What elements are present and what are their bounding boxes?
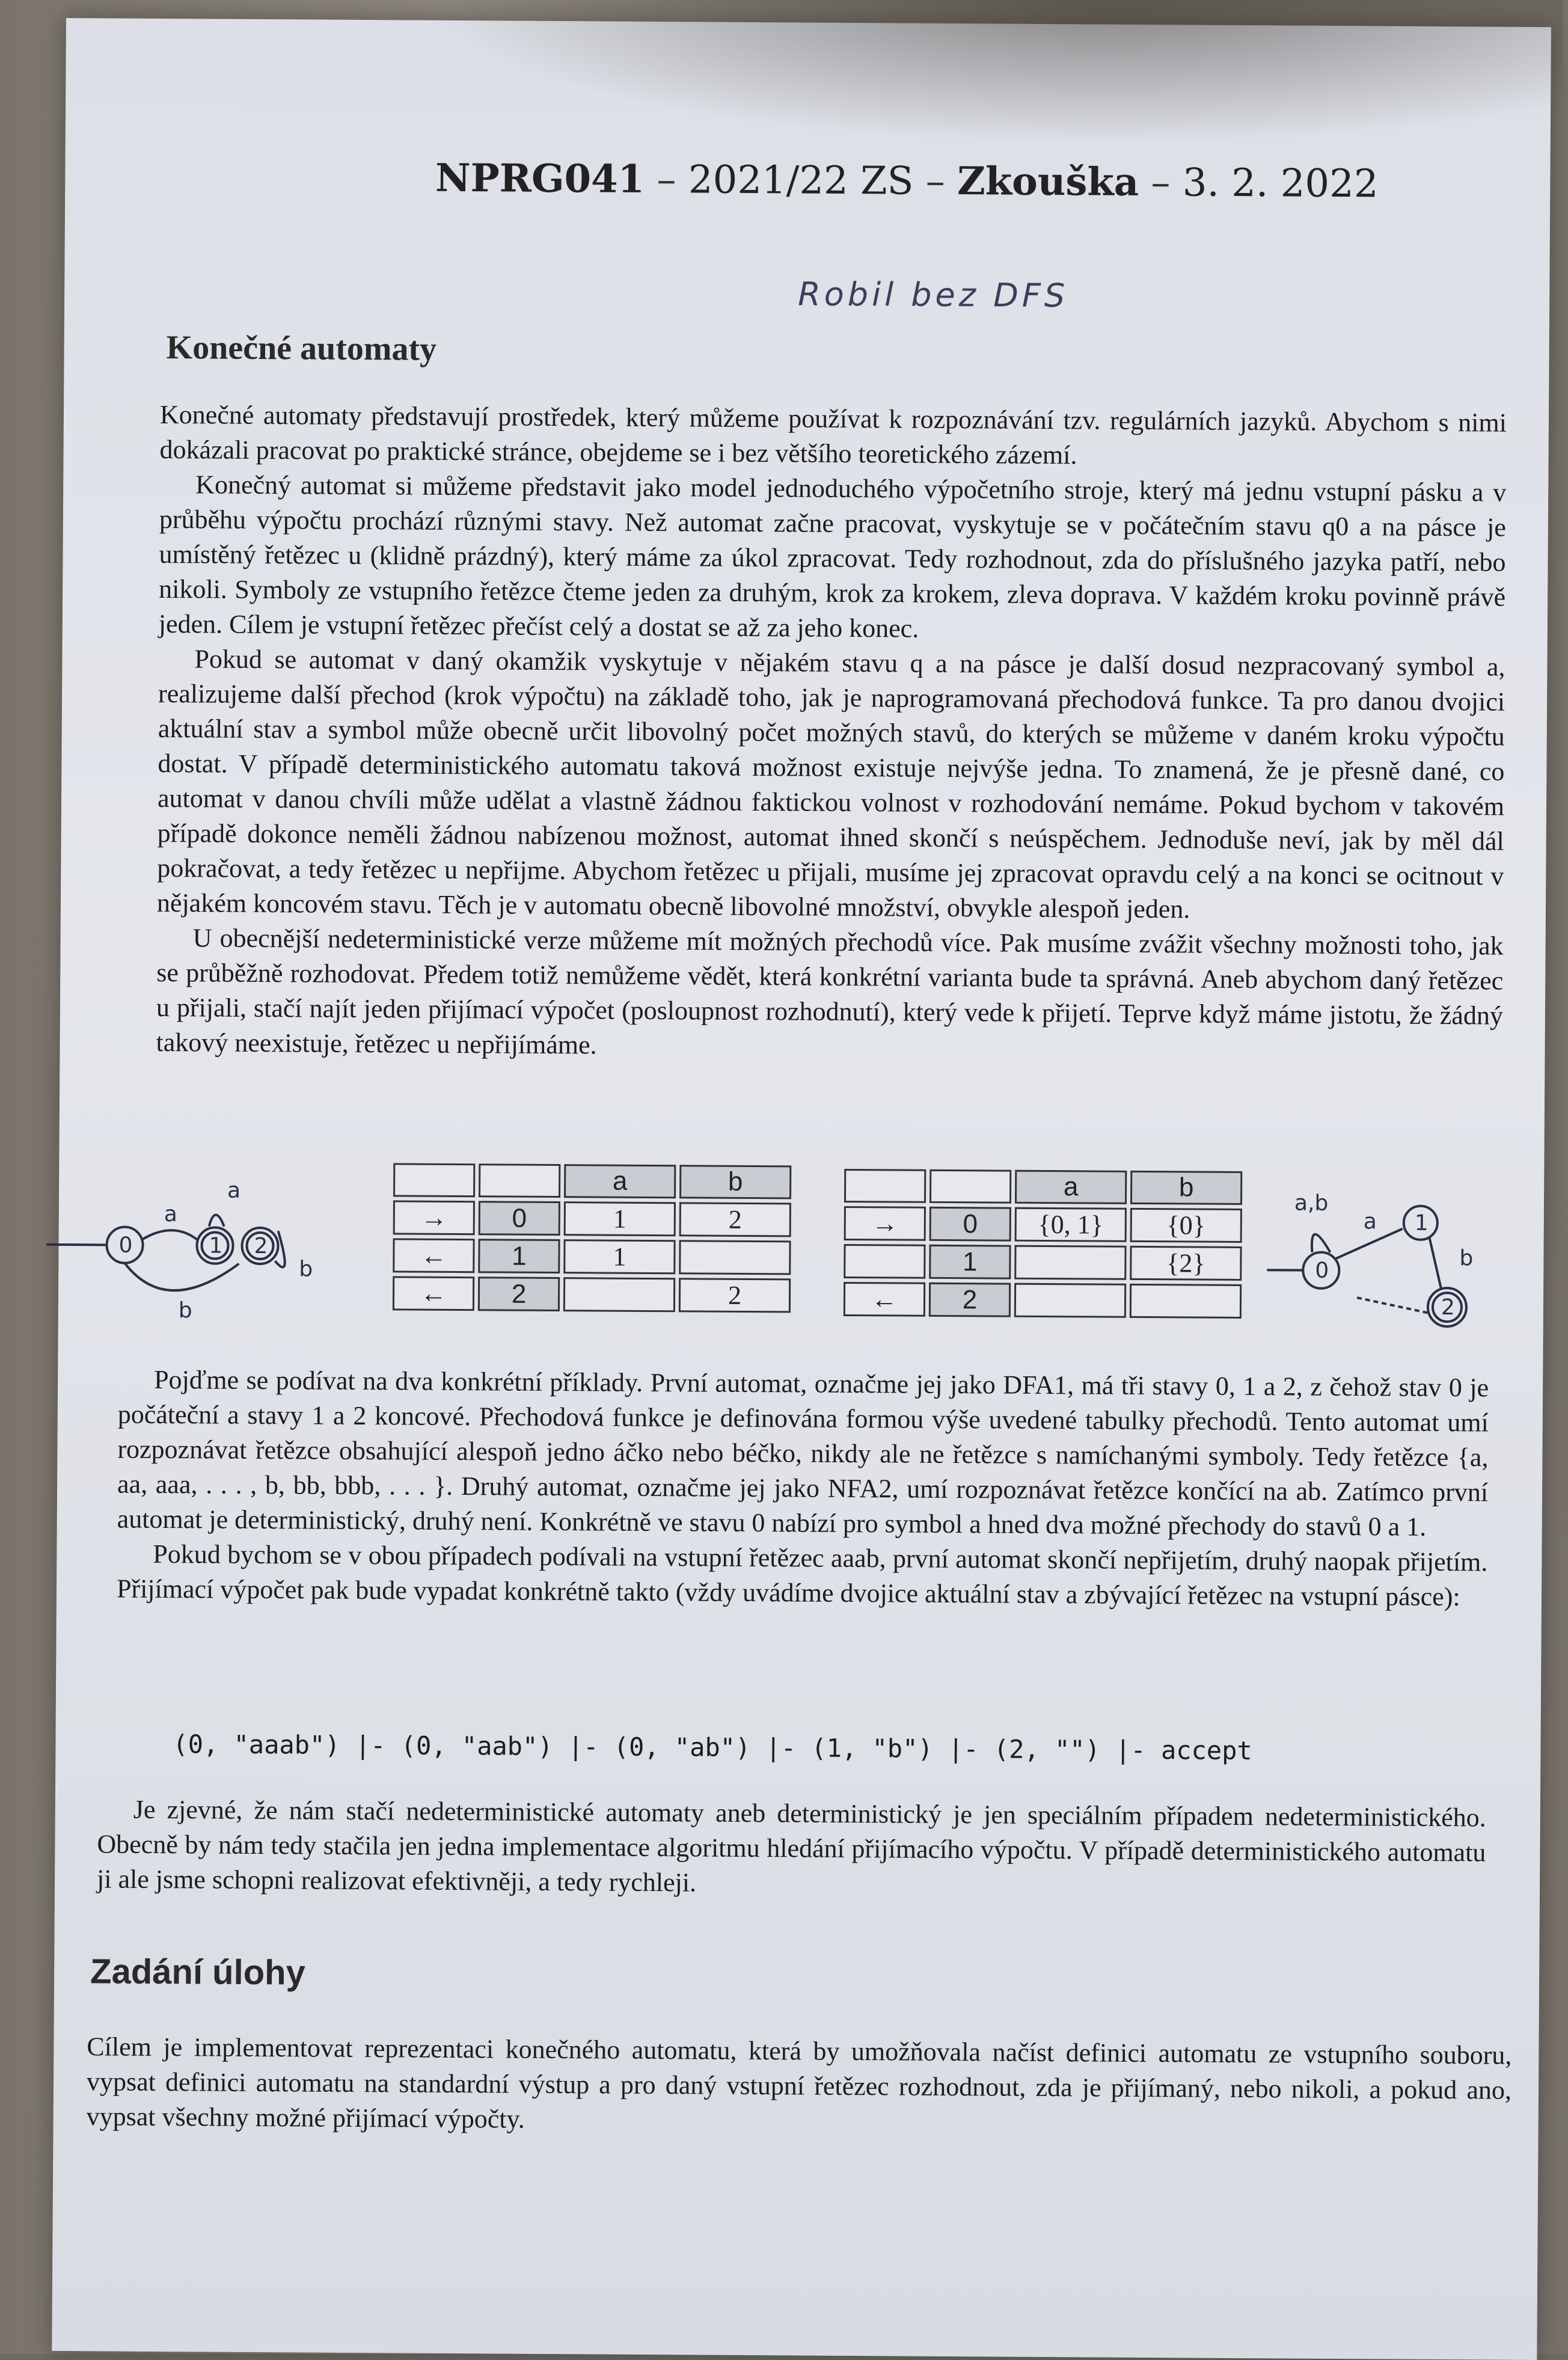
paragraph: Pokud bychom se v obou případech podívali na vstupní řetězec aaab, první automat skončí nepřijetím, druhý naopak přijetím. Přijímací výpočet pak bude vypadat konkrétně takto (vždy uvádíme dvojice aktuální stav a zbývající řetězec na vstupní pásce): [117, 1537, 1488, 1615]
table-cell [1014, 1245, 1126, 1280]
edge-label: a,b [1294, 1191, 1329, 1216]
loop-1-a [209, 1215, 224, 1226]
table-cell: 1 [478, 1239, 560, 1273]
table-header-row [393, 1163, 791, 1199]
paragraph: Cílem je implementovat reprezentaci konečného automatu, která by umožňovala načíst definici automatu ze vstupního souboru, vypsat definici automatu na standardní výstup a pro daný vstupní řetězec rozhodnout, zda je přijímaný, nebo nikoli, a pokud ano, vypsat všechny možné přijímací výpočty. [87, 2029, 1512, 2142]
table-cell: 0 [929, 1207, 1011, 1242]
title-term: 2021/22 ZS [688, 158, 914, 203]
table-cell: ← [844, 1282, 925, 1317]
table-cell: b [1130, 1171, 1242, 1205]
table-row [844, 1282, 1242, 1319]
table-header-row [844, 1169, 1242, 1205]
edge-label: b [299, 1257, 313, 1281]
page-title: NPRG041 – 2021/22 ZS – Zkouška – 3. 2. 2022 [366, 155, 1448, 207]
table-cell: {2} [1130, 1246, 1242, 1281]
table-cell: 2 [478, 1277, 560, 1311]
table-cell: ← [393, 1276, 474, 1311]
paragraph: Je zjevné, že nám stačí nedeterministické automaty aneb deterministický je jen speciálním případem nedeterministického. Obecně by nám tedy stačila jen jedna implementace algoritmu hledání přijímacího výpočtu. V případě deterministického automatu ji ale jsme schopni realizovat efektivněji, a tedy rychleji. [97, 1792, 1486, 1905]
table-cell [563, 1277, 675, 1312]
table-cell: a [564, 1164, 676, 1198]
table-row [844, 1206, 1242, 1243]
title-date: 3. 2. 2022 [1183, 161, 1379, 206]
paragraph: Konečný automat si můžeme představit jako model jednoduchého výpočetního stroje, který má jednu vstupní pásku a v průběhu výpočtu prochází různými stavy. Než automat začne pracovat, vyskytuje se v počátečním stavu q0 a na pásce je umístěný řetězec u (klidně prázdný), který máme za úkol zpracovat. Tedy rozhodnout, zda do příslušného jazyka patří, nebo nikoli. Symboly ze vstupního řetězce čteme jeden za druhým, krok za krokem, zleva doprava. V každém kroku povinně právě jeden. Cílem je vstupní řetězec přečíst celý a dostat se až za jeho konec. [159, 467, 1507, 650]
edge-label: a [164, 1202, 177, 1227]
closing-text [97, 1792, 1486, 1905]
table-cell: 1 [564, 1201, 676, 1236]
table-cell [479, 1163, 560, 1198]
table-cell: 2 [929, 1283, 1011, 1317]
table-cell: → [844, 1206, 926, 1241]
edge-label: b [179, 1298, 192, 1323]
examples-text [117, 1362, 1489, 1615]
table-cell: 2 [679, 1278, 791, 1313]
table-cell: 0 [479, 1201, 560, 1236]
table-cell: ← [393, 1238, 474, 1273]
photo-shadow [421, 0, 1563, 144]
assignment-text [87, 2029, 1512, 2142]
table-cell: → [393, 1200, 475, 1235]
table-cell: {0} [1130, 1208, 1242, 1243]
accepting-computation-code: (0, "aaab") |- (0, "aab") |- (0, "ab") |- (1, "b") |- (2, "") |- accept [173, 1729, 1252, 1765]
handwritten-note: Robil bez DFS [798, 275, 1068, 314]
section-heading-assignment: Zadání úlohy [90, 1951, 305, 1993]
edge-label: a [227, 1178, 240, 1203]
state-0-label: 0 [1315, 1258, 1329, 1283]
state-2-label: 2 [254, 1234, 268, 1258]
edge-1-2-b [1429, 1238, 1442, 1289]
table-cell [679, 1240, 791, 1275]
state-2-label: 2 [1441, 1295, 1455, 1320]
nfa-sketch [1266, 1174, 1520, 1356]
table-row [393, 1276, 791, 1313]
table-cell [393, 1163, 475, 1197]
paragraph: Pokud se automat v daný okamžik vyskytuje v nějakém stavu q a na pásce je další dosud nezpracovaný symbol a, realizujeme další přechod (krok výpočtu) na základě toho, jak je naprogramovaná přechodová funkce. Ta pro danou dvojici aktuální stav a symbol může obecně určit libovolný počet možných stavů, do kterých se můžeme v daném kroku výpočtu dostat. V případě deterministického automatu taková možnost existuje nejvýše jedna. To znamená, že je přesně dané, co automat v danou chvíli může udělat a vlastně žádnou faktickou volnost v rozhodování nemáme. Pokud bychom v takovém případě dokonce neměli žádnou nabízenou možnost, automat ihned skončí s neúspěchem. Jednoduše neví, jak by měl dál pokračovat, a tedy řetězec u nepřijme. Abychom řetězec u přijali, musíme jej zpracovat opravdu celý a na konci se ocitnout v nějakém koncovém stavu. Těch je v automatu obecně libovolné množství, obvykle alespoň jeden. [157, 642, 1505, 929]
state-1-label: 1 [1415, 1211, 1429, 1236]
edge-0-1-a [143, 1230, 197, 1240]
table-row [393, 1238, 791, 1275]
paragraph: Pojďme se podívat na dva konkrétní příklady. První automat, označme jej jako DFA1, má tři stavy 0, 1 a 2, z čehož stav 0 je počáteční a stavy 1 a 2 koncové. Přechodová funkce je definována formou výše uvedené tabulky přechodů. Tento automat umí rozpoznávat řetězce obsahující alespoň jedno áčko nebo béčko, nikdy ale ne řetězce s namíchanými symboly. Tedy řetězce {a, aa, aaa, . . . , b, bb, bbb, . . . }. Druhý automat, označme jej jako NFA2, umí rozpoznávat řetězce končící na ab. Zatímco první automat je deterministický, druhý není. Konkrétně ve stavu 0 nabízí pro symbol a hned dva možné přechody do stavů 0 a 1. [117, 1362, 1489, 1545]
loop-0-ab [1312, 1234, 1331, 1252]
state-1-label: 1 [209, 1233, 222, 1258]
title-exam: Zkouška [957, 159, 1139, 205]
table-cell: {0, 1} [1015, 1207, 1127, 1242]
table-cell [929, 1169, 1011, 1204]
table-cell: 1 [929, 1245, 1011, 1280]
table-row [844, 1244, 1242, 1281]
table-cell [844, 1169, 926, 1203]
edge-0-2-b [124, 1263, 239, 1291]
state-0-label: 0 [118, 1233, 132, 1258]
paragraph: U obecnější nedeterministické verze můžeme mít možných přechodů více. Pak musíme zvážit všechny možnosti toho, jak se průběžně rozhodovat. Předem totiž nemůžeme vědět, která konkrétní varianta bude ta správná. Aneb abychom daný řetězec u přijali, stačí najít jeden přijímací výpočet (posloupnost rozhodnutí), který vede k přijetí. Teprve když máme jistotu, že žádný takový neexistuje, řetězec u nepřijímáme. [156, 921, 1503, 1068]
nfa-transition-table [840, 1165, 1246, 1322]
section-heading-automata: Konečné automaty [166, 328, 436, 369]
dfa-transition-table [389, 1159, 795, 1316]
table-cell: 1 [563, 1239, 675, 1274]
table-cell: a [1015, 1170, 1127, 1204]
table-cell: b [679, 1165, 791, 1199]
intro-text [156, 397, 1507, 1068]
paragraph: Konečné automaty představují prostředek, který můžeme používat k rozpoznávání tzv. regulárních jazyků. Abychom s nimi dokázali pracovat po praktické stránce, obejdeme se i bez většího teoretického zázemí. [159, 397, 1507, 476]
table-row [393, 1200, 791, 1237]
edge-label: a [1364, 1209, 1377, 1234]
table-cell [844, 1244, 925, 1279]
table-cell [1130, 1284, 1242, 1319]
table-cell: 2 [679, 1202, 791, 1237]
title-course: NPRG041 [435, 156, 645, 202]
exam-sheet [52, 18, 1551, 2360]
table-cell [1014, 1283, 1126, 1318]
edge-label: b [1459, 1246, 1473, 1270]
dfa-sketch [34, 1154, 372, 1337]
